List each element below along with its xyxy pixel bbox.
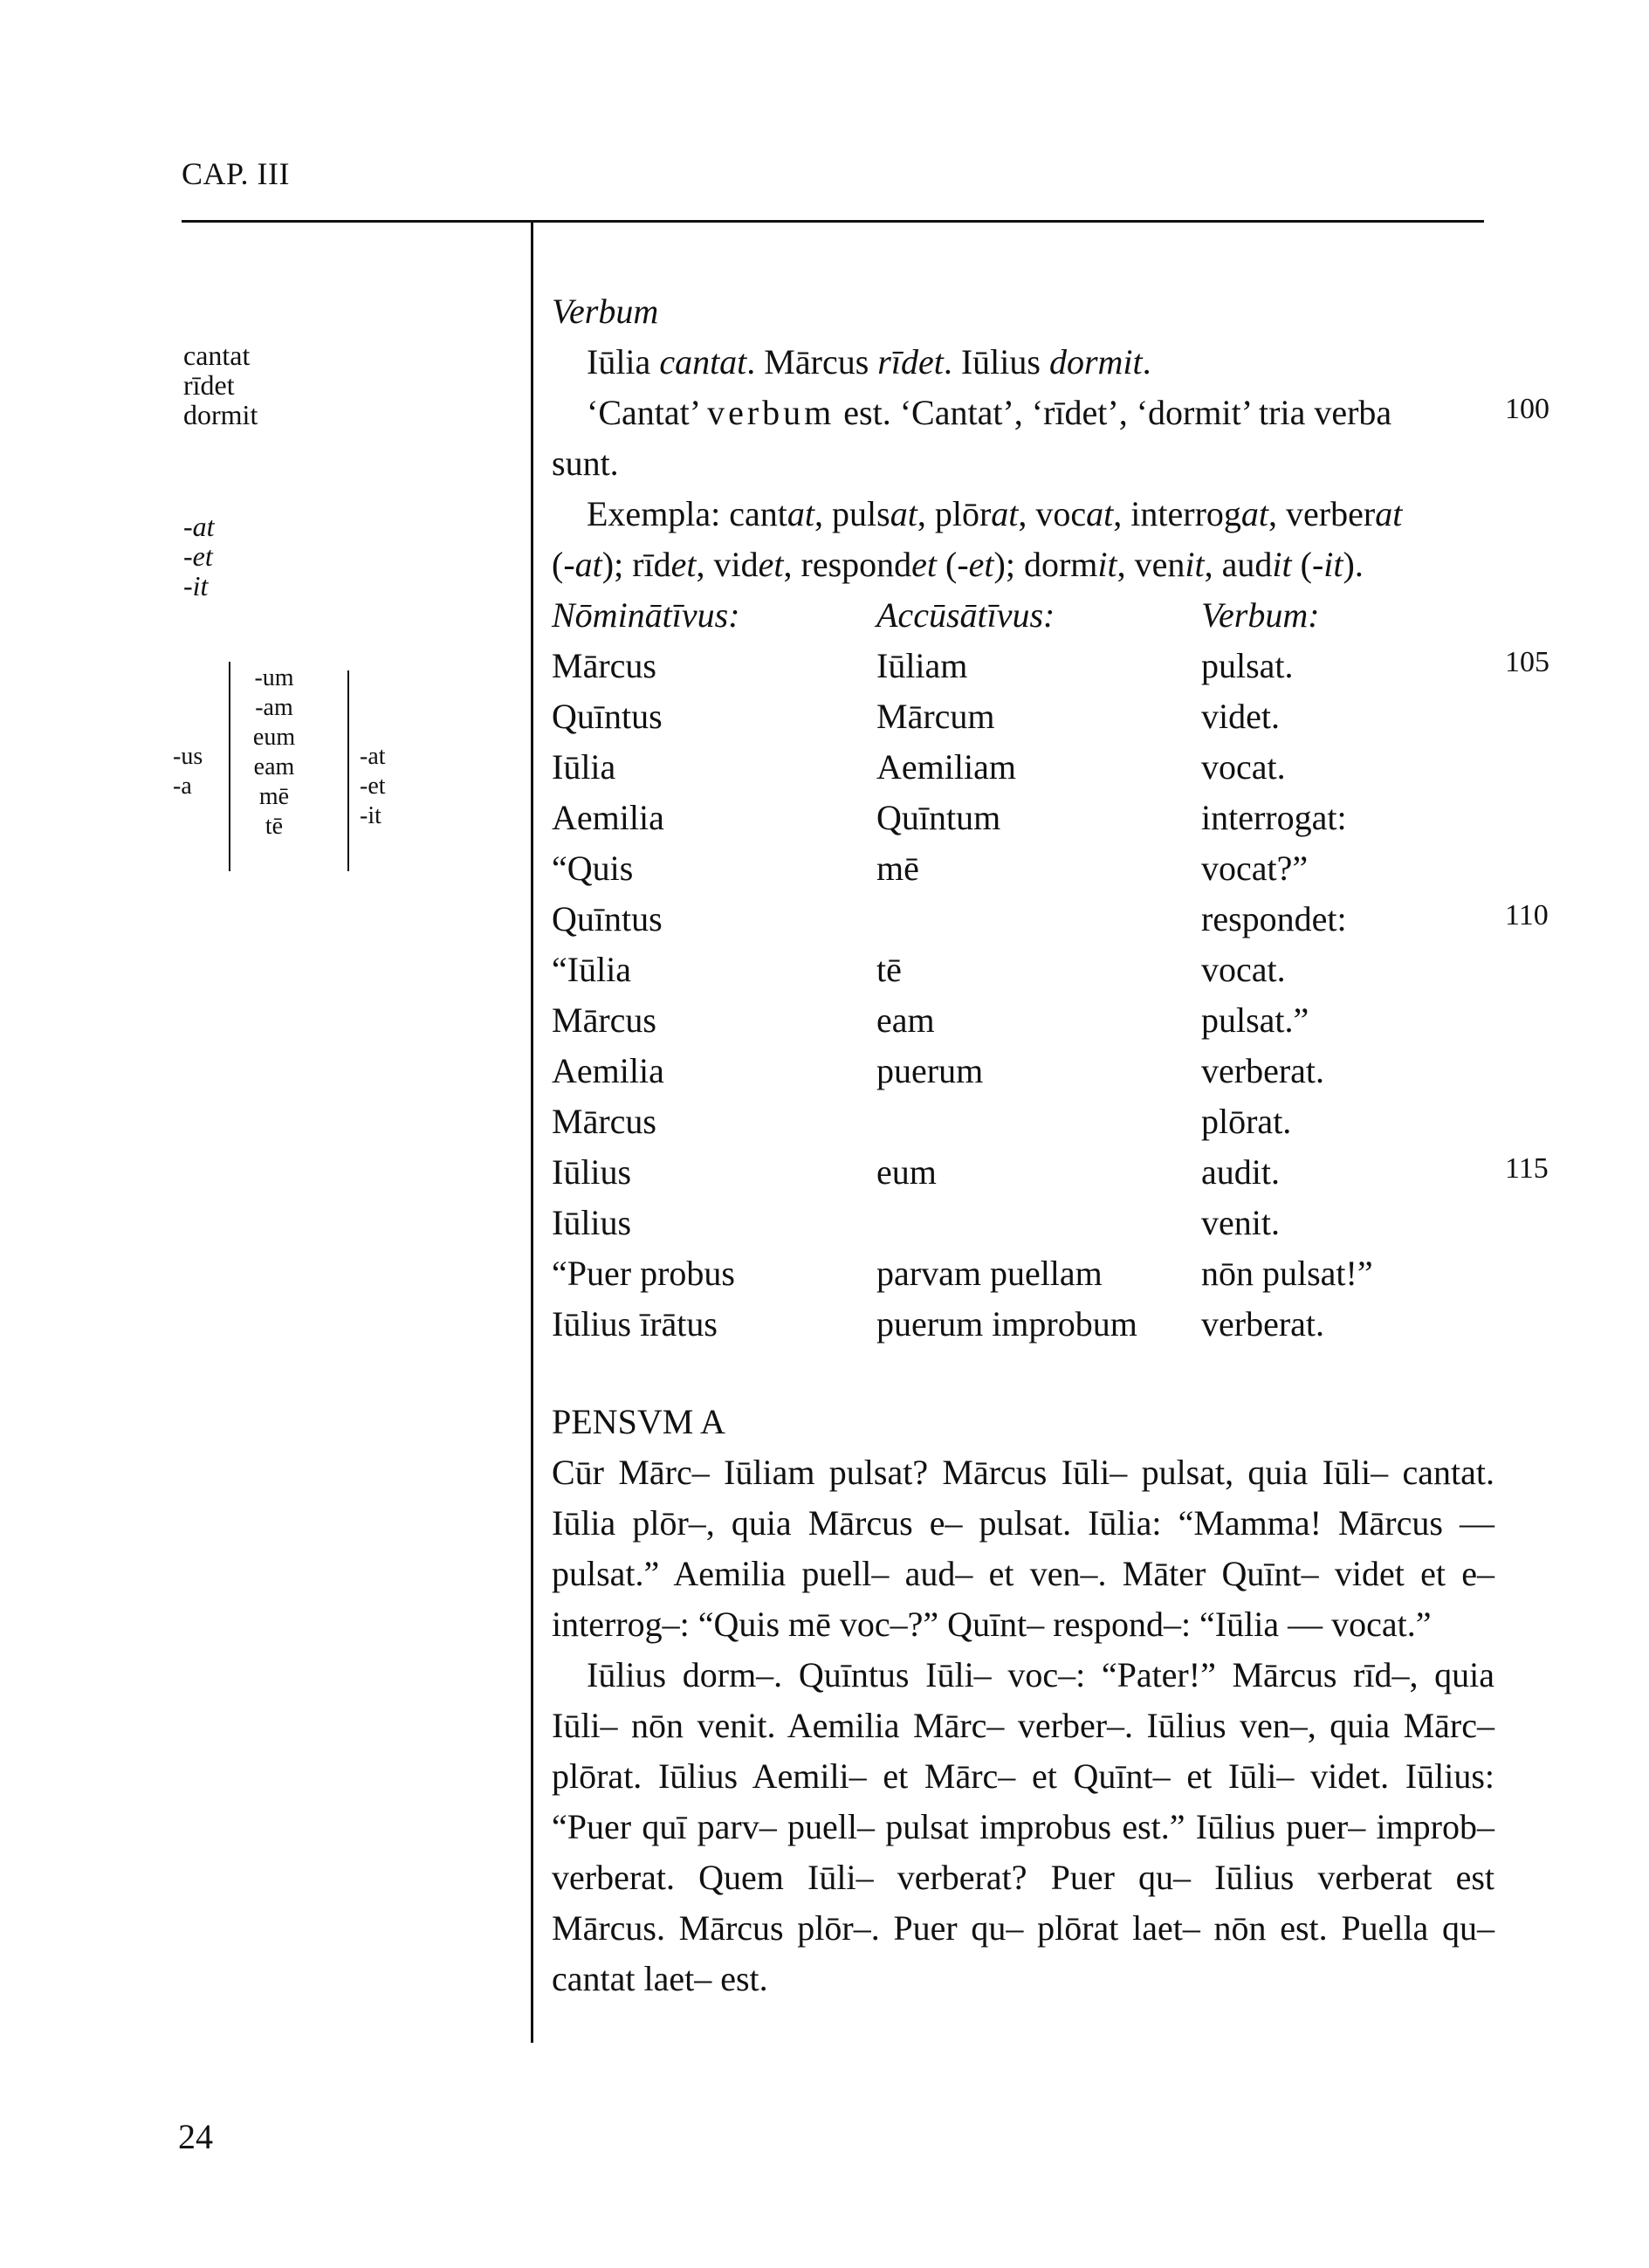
section-title: Verbum bbox=[552, 292, 659, 331]
table-row bbox=[552, 945, 1494, 995]
table-cell: parvam puellam bbox=[876, 1254, 1103, 1293]
table-cell: “Puer probus bbox=[552, 1254, 735, 1293]
table-cell: eam bbox=[876, 1000, 935, 1040]
table-cell: vocat. bbox=[1201, 747, 1286, 787]
table-cell: Iūlius īrātus bbox=[552, 1304, 718, 1344]
table-cell: puerum bbox=[876, 1051, 984, 1090]
table-row bbox=[552, 894, 1494, 945]
line-number: 115 bbox=[1505, 1152, 1549, 1185]
margin-table-cell: -um bbox=[254, 664, 294, 691]
main-text bbox=[552, 286, 1494, 2004]
table-cell: vocat. bbox=[1201, 950, 1286, 989]
table-cell bbox=[876, 894, 1201, 945]
margin-table-cell: eam bbox=[253, 753, 295, 780]
margin-table-left bbox=[173, 742, 203, 801]
margin-ending: -at bbox=[183, 511, 215, 542]
table-cell: pulsat. bbox=[1201, 646, 1294, 685]
line-number: 105 bbox=[1505, 646, 1549, 678]
table-cell: Mārcus bbox=[552, 1000, 656, 1040]
line-number: 100 bbox=[1505, 393, 1549, 425]
margin-table-cell: mē bbox=[258, 783, 290, 810]
table-cell: pulsat.” bbox=[1201, 1000, 1309, 1040]
table-row bbox=[552, 1096, 1494, 1147]
table-cell: verberat. bbox=[1201, 1051, 1325, 1090]
table-cell: audit. bbox=[1201, 1152, 1280, 1192]
table-cell: tē bbox=[876, 950, 902, 989]
table-cell: eum bbox=[876, 1152, 937, 1192]
table-cell: verberat. bbox=[1201, 1304, 1325, 1344]
table-row bbox=[552, 742, 1494, 793]
margin-endings bbox=[183, 512, 215, 601]
table-cell: interrogat: bbox=[1201, 798, 1347, 837]
margin-verb: dormit bbox=[183, 399, 258, 430]
table-row bbox=[552, 1147, 1494, 1198]
examples-line: (-at); rīdet, videt, respondet (-et); dormit, venit, audit (-it). bbox=[552, 545, 1364, 584]
table-header: Accūsātīvus: bbox=[876, 595, 1055, 635]
header-rule bbox=[182, 220, 1484, 223]
table-cell: mē bbox=[876, 849, 919, 888]
chapter-header: CAP. III bbox=[182, 156, 291, 191]
table-cell: nōn pulsat!” bbox=[1201, 1254, 1373, 1293]
table-cell: puerum improbum bbox=[876, 1304, 1137, 1344]
pensum-paragraph: Iūlius dorm–. Quīntus Iūli– voc–: “Pater!” Mārcus rīd–, quia Iūli– nōn venit. Aemilia Mārc– verber–. Iūlius ven–, quia Mārc– plōrat. Iūlius Aemili– et Mārc– et Quīnt– et Iūli– videt. Iūlius: “Puer quī parv– puell– pulsat improbus est.” Iūlius puer– improb– verberat. Quem Iūli– verberat? Puer qu– Iūlius verberat est Mārcus. Mārcus plōr–. Puer qu– plōrat laet– nōn est. Puella qu– cantat laet– est. bbox=[552, 1655, 1494, 1998]
text-line: sunt. bbox=[552, 443, 619, 483]
margin-ending: -et bbox=[183, 540, 213, 572]
table-row bbox=[552, 843, 1494, 894]
table-row bbox=[552, 1046, 1494, 1096]
table-row bbox=[552, 793, 1494, 843]
table-row bbox=[552, 1248, 1494, 1299]
table-cell: Aemiliam bbox=[876, 747, 1016, 787]
table-cell bbox=[876, 1096, 1201, 1147]
margin-verb: rīdet bbox=[183, 369, 235, 401]
table-cell: Mārcus bbox=[552, 646, 656, 685]
margin-table-cell: tē bbox=[265, 813, 284, 840]
margin-table-middle bbox=[239, 663, 309, 842]
margin-verb: cantat bbox=[183, 340, 251, 371]
margin-table-cell: eum bbox=[252, 724, 296, 751]
margin-table-right bbox=[360, 742, 386, 831]
margin-case-table bbox=[173, 662, 409, 871]
table-header: Nōminātīvus: bbox=[552, 595, 740, 635]
pensum-title: PENSVM A bbox=[552, 1402, 725, 1441]
table-cell: plōrat. bbox=[1201, 1102, 1292, 1141]
table-cell: Aemilia bbox=[552, 798, 664, 837]
table-cell: Quīntum bbox=[876, 798, 1001, 837]
table-header-row bbox=[552, 590, 1494, 641]
margin-ending: -it bbox=[183, 570, 209, 601]
table-row bbox=[552, 1299, 1494, 1350]
examples-line: Exempla: cantat, pulsat, plōrat, vocat, interrogat, verberat bbox=[587, 494, 1403, 533]
margin-table-cell: -at bbox=[360, 743, 386, 770]
table-cell: “Quis bbox=[552, 849, 634, 888]
margin-table-cell: -et bbox=[360, 773, 386, 800]
table-row bbox=[552, 641, 1494, 691]
text-line: ‘Cantat’ verbum est. ‘Cantat’, ‘rīdet’, ‘dormit’ tria verba bbox=[587, 393, 1392, 432]
table-cell: Mārcus bbox=[552, 1102, 656, 1141]
table-cell: Quīntus bbox=[552, 697, 663, 736]
table-row bbox=[552, 1198, 1494, 1248]
margin-table-rule bbox=[347, 670, 349, 871]
margin-table-cell: -am bbox=[255, 694, 293, 721]
table-cell: Iūlius bbox=[552, 1203, 632, 1242]
table-cell: Quīntus bbox=[552, 899, 663, 938]
margin-table-rule bbox=[229, 662, 230, 871]
margin-table-cell: -us bbox=[173, 743, 203, 770]
table-cell: respondet: bbox=[1201, 899, 1347, 938]
table-cell: venit. bbox=[1201, 1203, 1280, 1242]
margin-verbs bbox=[183, 340, 258, 430]
table-cell bbox=[876, 1198, 1201, 1248]
table-cell: Aemilia bbox=[552, 1051, 664, 1090]
margin-table-cell: -it bbox=[360, 802, 381, 829]
table-cell: Mārcum bbox=[876, 697, 995, 736]
table-cell: “Iūlia bbox=[552, 950, 632, 989]
pensum-paragraph: Cūr Mārc– Iūliam pulsat? Mārcus Iūli– pulsat, quia Iūli– cantat. Iūlia plōr–, quia Mārcus e– pulsat. Iūlia: “Mamma! Mārcus — pulsat.” Aemilia puell– aud– et ven–. Māter Quīnt– videt et e– interrog–: “Quis mē voc–?” Quīnt– respond–: “Iūlia — vocat.” bbox=[552, 1453, 1494, 1644]
table-cell: Iūlia bbox=[552, 747, 616, 787]
column-divider bbox=[531, 220, 533, 2043]
line-number: 110 bbox=[1505, 899, 1549, 931]
table-row bbox=[552, 691, 1494, 742]
page-number: 24 bbox=[178, 2117, 213, 2156]
margin-table-cell: -a bbox=[173, 773, 192, 800]
table-cell: Iūliam bbox=[876, 646, 968, 685]
table-cell: vocat?” bbox=[1201, 849, 1309, 888]
table-row bbox=[552, 995, 1494, 1046]
table-cell: videt. bbox=[1201, 697, 1280, 736]
table-header: Verbum: bbox=[1201, 595, 1320, 635]
text-line: Iūlia cantat. Mārcus rīdet. Iūlius dormit. bbox=[587, 342, 1151, 381]
table-cell: Iūlius bbox=[552, 1152, 632, 1192]
